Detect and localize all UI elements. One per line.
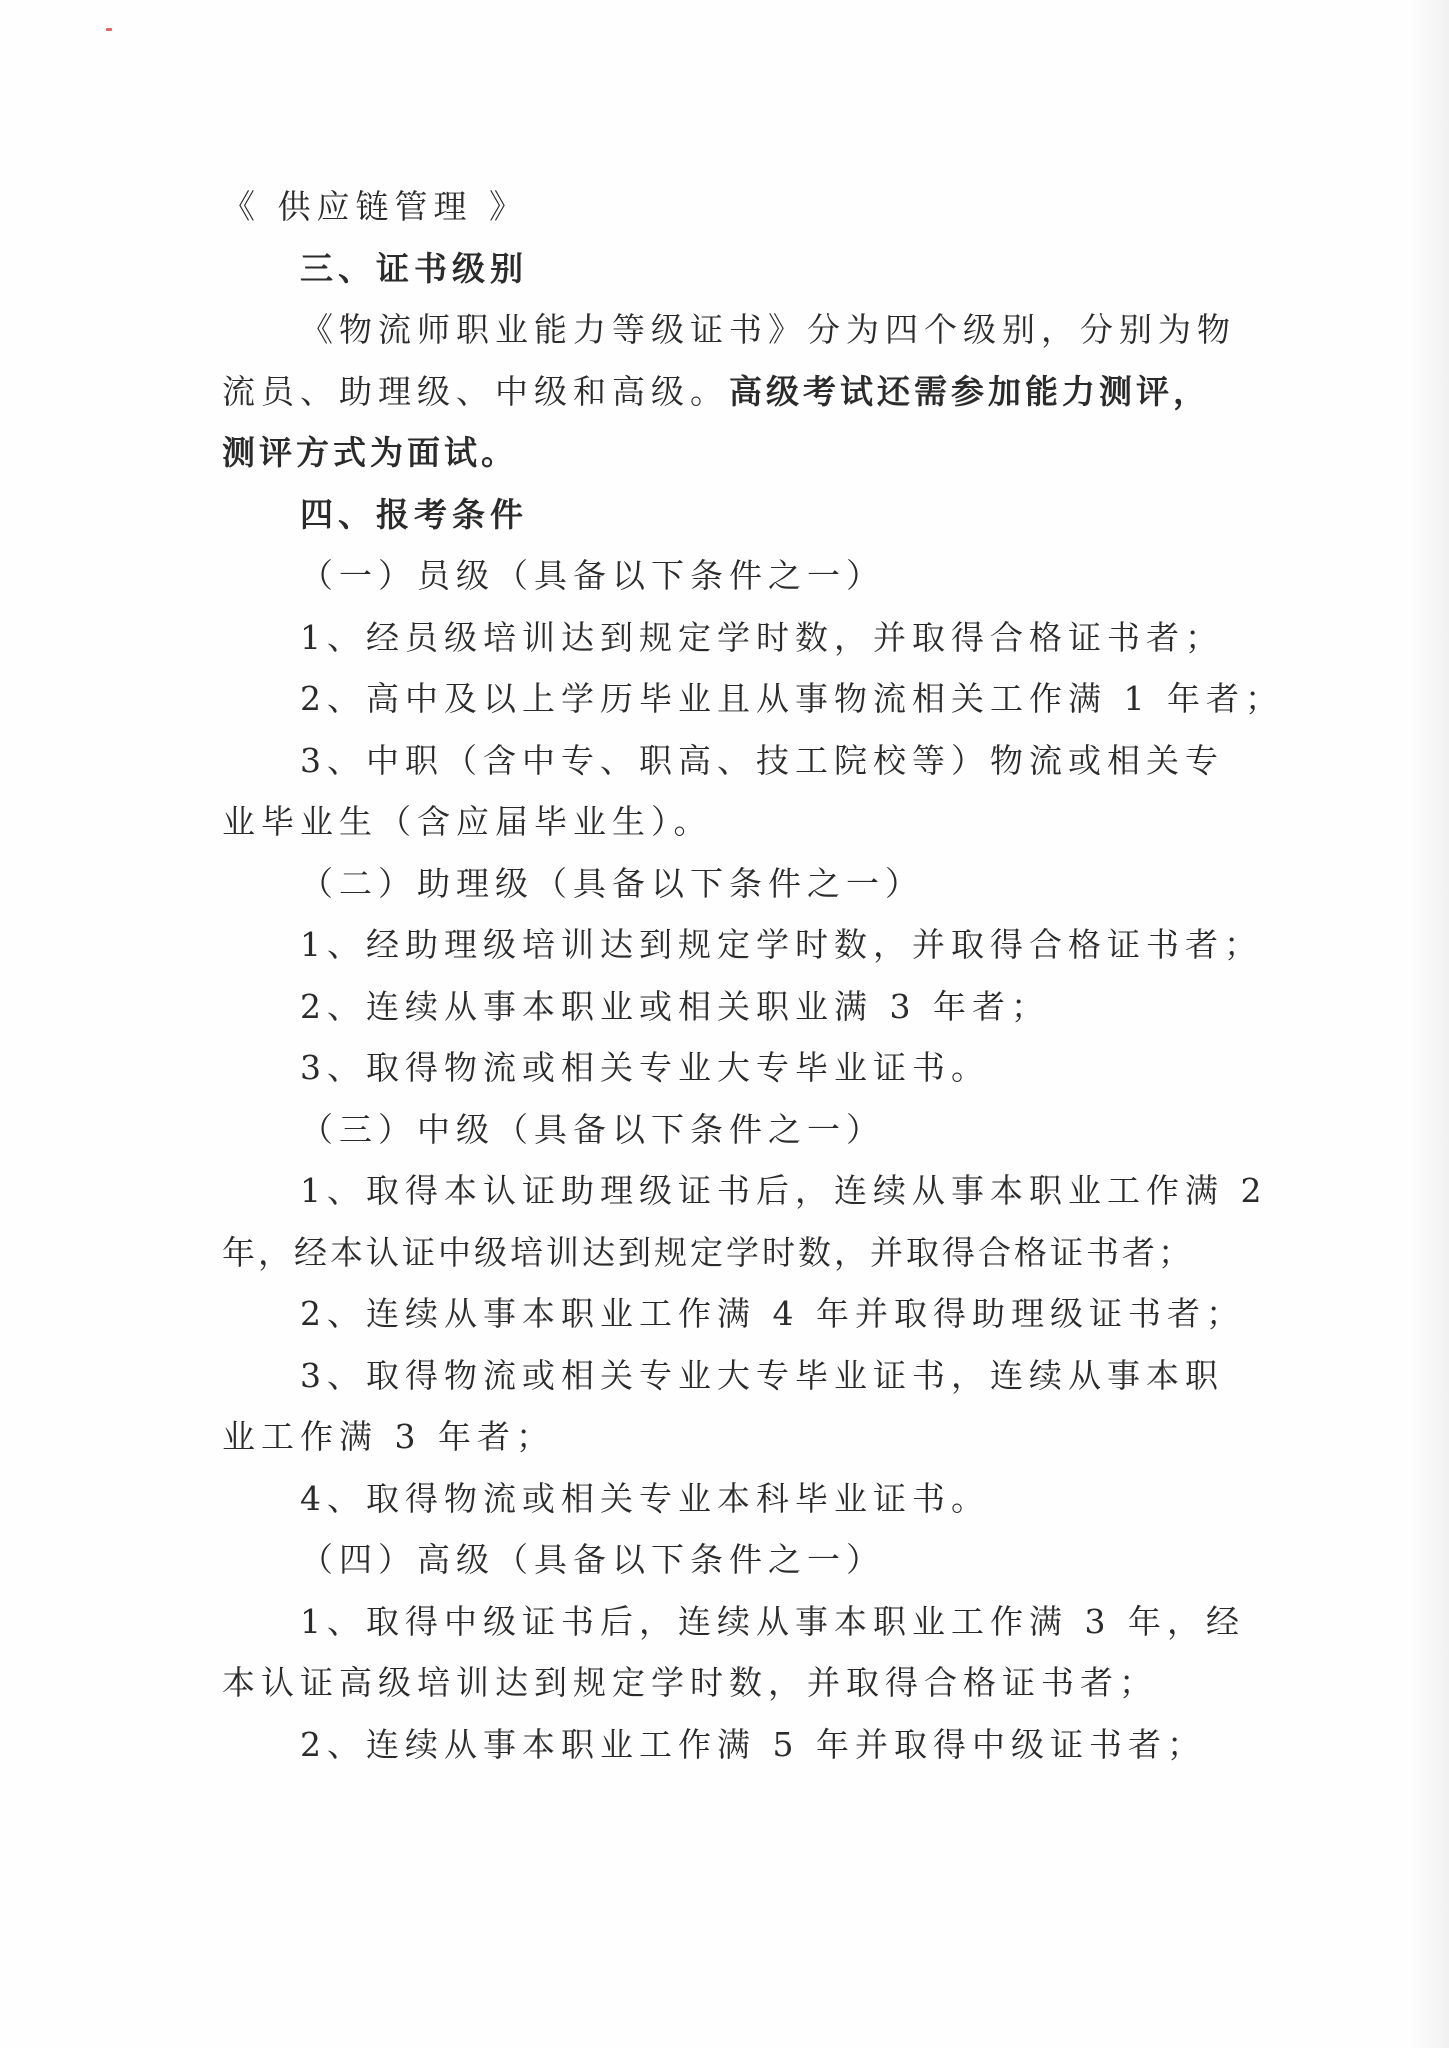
section3-paragraph-line1: 《物流师职业能力等级证书》分为四个级别，分别为物 — [300, 310, 1236, 349]
level1-heading: （一）员级（具备以下条件之一） — [300, 556, 885, 595]
level3-item1-line1: 1、取得本认证助理级证书后，连续从事本职业工作满 2 — [300, 1171, 1268, 1210]
level2-item2: 2、连续从事本职业或相关职业满 3 年者； — [300, 986, 1050, 1026]
level4-item2: 2、连续从事本职业工作满 5 年并取得中级证书者； — [300, 1724, 1206, 1764]
level1-item3-line2: 业毕业生（含应届毕业生）。 — [222, 802, 713, 841]
section3-paragraph-line2-normal: 流员、助理级、中级和高级。 — [222, 371, 729, 411]
document-body — [222, 176, 1284, 1775]
level2-item3: 3、取得物流或相关专业大专毕业证书。 — [300, 1048, 990, 1087]
level3-item2: 2、连续从事本职业工作满 4 年并取得助理级证书者； — [300, 1294, 1245, 1333]
level3-item3-line1: 3、取得物流或相关专业大专毕业证书，连续从事本职 — [300, 1355, 1224, 1395]
section3-heading: 三、证书级别 — [300, 248, 528, 288]
level3-item4: 4、取得物流或相关专业本科毕业证书。 — [300, 1478, 990, 1518]
section3-paragraph-line2 — [222, 361, 1222, 423]
level1-item1: 1、经员级培训达到规定学时数，并取得合格证书者； — [300, 617, 1224, 657]
section3-paragraph-line3: 测评方式为面试。 — [222, 433, 518, 472]
level4-heading: （四）高级（具备以下条件之一） — [300, 1540, 885, 1579]
scan-edge-shadow — [1409, 0, 1449, 2048]
level3-item1-line2: 年，经本认证中级培训达到规定学时数，并取得合格证书者； — [222, 1232, 1194, 1272]
section4-heading: 四、报考条件 — [300, 494, 528, 534]
level3-item3-line2: 业工作满 3 年者； — [222, 1417, 555, 1456]
section3-paragraph-line2-bold: 高级考试还需参加能力测评， — [729, 371, 1210, 411]
level3-heading: （三）中级（具备以下条件之一） — [300, 1109, 885, 1149]
level1-item3-line1: 3、中职（含中专、职高、技工院校等）物流或相关专 — [300, 740, 1224, 780]
level2-heading: （二）助理级（具备以下条件之一） — [300, 863, 924, 903]
level1-item2: 2、高中及以上学历毕业且从事物流相关工作满 1 年者； — [300, 679, 1284, 718]
level2-item1: 1、经助理级培训达到规定学时数，并取得合格证书者； — [300, 925, 1263, 964]
top-line: 《 供应链管理 》 — [222, 187, 528, 226]
level4-item1-line2: 本认证高级培训达到规定学时数，并取得合格证书者； — [222, 1663, 1158, 1702]
level4-item1-line1: 1、取得中级证书后，连续从事本职业工作满 3 年，经 — [300, 1601, 1245, 1641]
scan-mark — [106, 28, 112, 31]
